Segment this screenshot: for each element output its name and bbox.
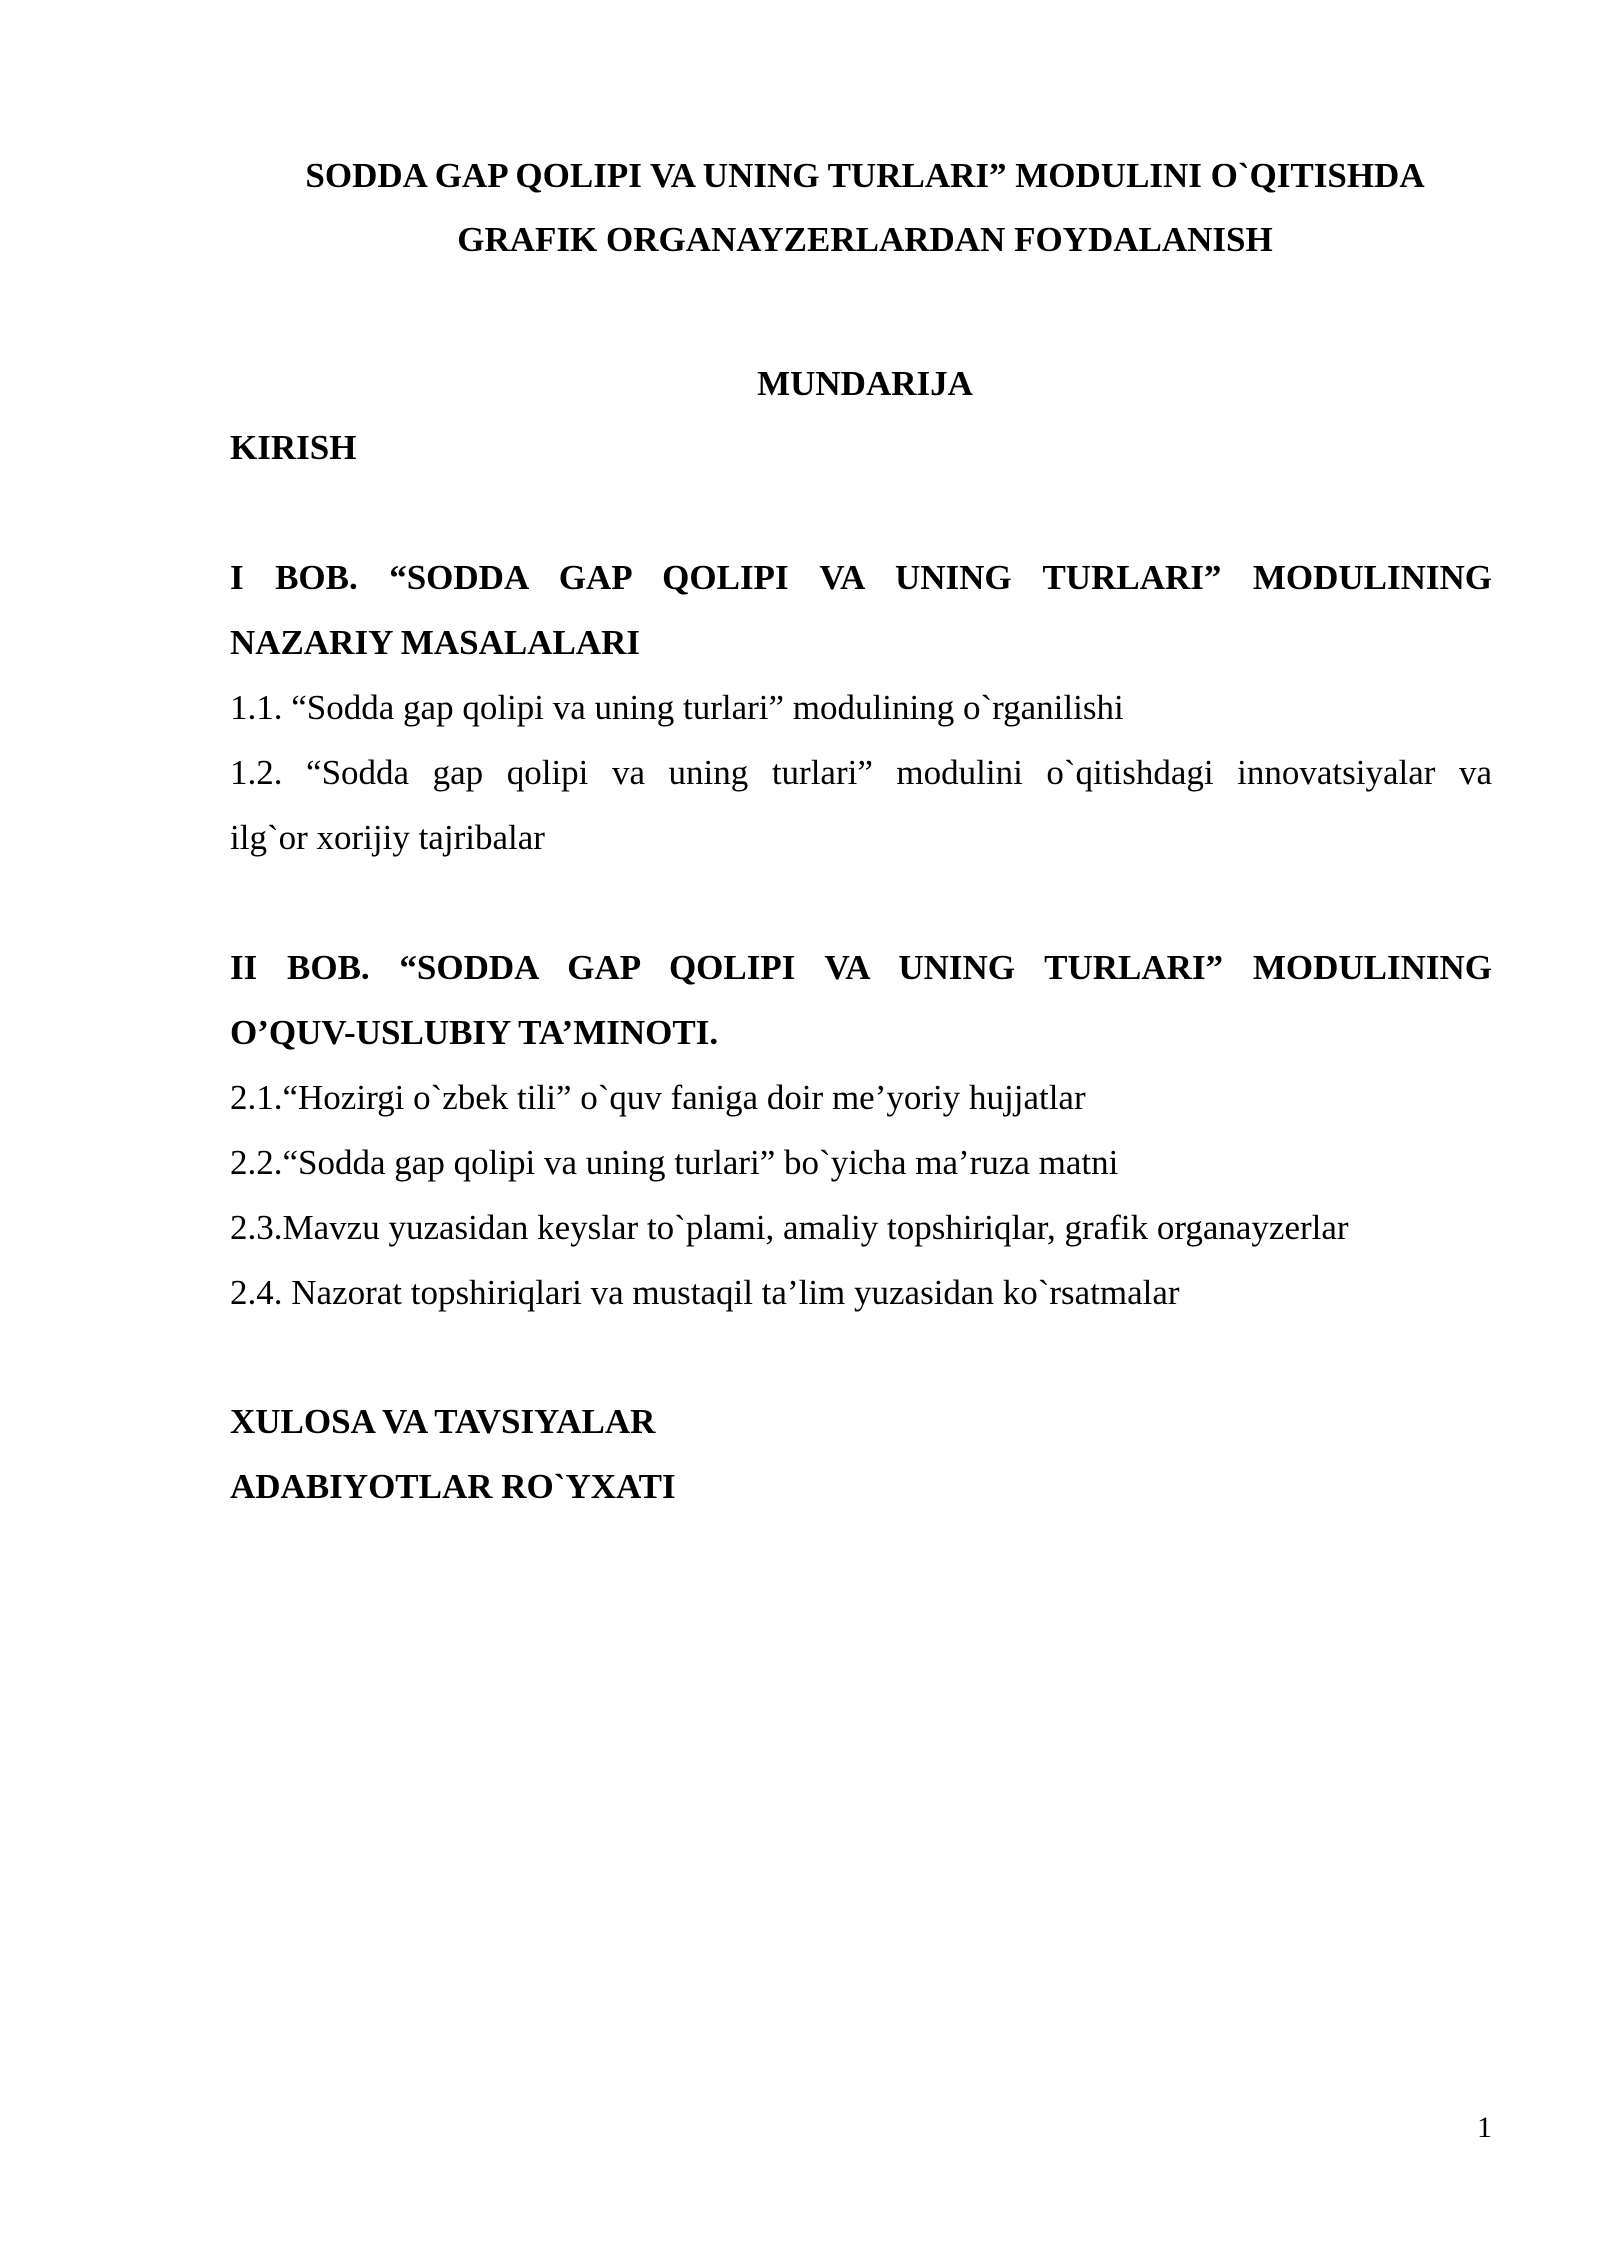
intro-entry: KIRISH [230,428,357,467]
contents-heading: MUNDARIJA [757,364,973,403]
toc-item-2-2: 2.2.“Sodda gap qolipi va uning turlari” bo`yicha ma’ruza matni [230,1143,1119,1182]
chapter2-title-line-1: II BOB. “SODDA GAP QOLIPI VA UNING TURLARI” MODULINING [230,948,1492,987]
chapter2-title-line-2: O’QUV-USLUBIY TA’MINOTI. [230,1013,719,1052]
document-title-line-2: GRAFIK ORGANAYZERLARDAN FOYDALANISH [457,220,1273,259]
bibliography-entry: ADABIYOTLAR RO`YXATI [230,1467,676,1506]
document-title-line-1: SODDA GAP QOLIPI VA UNING TURLARI” MODULINI O`QITISHDA [305,156,1425,195]
toc-item-1-1: 1.1. “Sodda gap qolipi va uning turlari” modulining o`rganilishi [230,688,1124,727]
toc-item-1-2-continued: ilg`or xorijiy tajribalar [230,818,545,857]
conclusion-entry: XULOSA VA TAVSIYALAR [230,1402,656,1441]
toc-item-2-4: 2.4. Nazorat topshiriqlari va mustaqil ta’lim yuzasidan ko`rsatmalar [230,1273,1180,1312]
chapter1-title-line-1: I BOB. “SODDA GAP QOLIPI VA UNING TURLARI” MODULINING [230,558,1492,597]
toc-item-2-1: 2.1.“Hozirgi o`zbek tili” o`quv faniga doir me’yoriy hujjatlar [230,1078,1086,1117]
chapter1-title-line-2: NAZARIY MASALALARI [230,623,640,662]
toc-item-2-3: 2.3.Mavzu yuzasidan keyslar to`plami, amaliy topshiriqlar, grafik organayzerlar [230,1208,1349,1247]
toc-item-1-2: 1.2. “Sodda gap qolipi va uning turlari” modulini o`qitishdagi innovatsiyalar va [230,753,1492,792]
page-number: 1 [1477,2111,1492,2144]
